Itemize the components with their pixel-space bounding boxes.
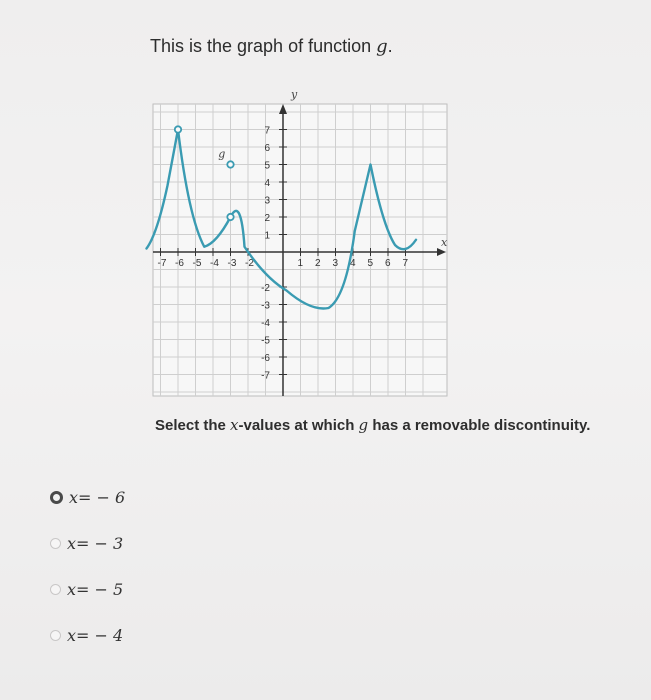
option-label: x= − 5: [67, 579, 124, 599]
x-tick-label: 4: [350, 258, 356, 269]
question-prompt: [155, 416, 590, 434]
open-point-hole: [175, 126, 181, 132]
prompt-function-name: g: [358, 416, 369, 434]
radio-button[interactable]: [50, 491, 63, 504]
x-tick-label: 3: [332, 258, 339, 269]
y-tick-label: -5: [261, 335, 270, 347]
x-tick-label: 6: [385, 258, 391, 269]
x-tick-label: 1: [297, 258, 304, 269]
y-tick-label: 7: [264, 125, 270, 137]
y-axis-label: y: [291, 88, 298, 101]
y-tick-label: -3: [261, 300, 270, 312]
y-tick-label: 5: [264, 160, 270, 172]
x-tick-label: -5: [192, 258, 202, 269]
x-tick-label: -4: [210, 258, 219, 269]
answer-option[interactable]: [50, 624, 250, 646]
y-tick-label: 1: [264, 230, 270, 242]
option-label: x= − 3: [67, 533, 124, 553]
open-point-hole: [227, 161, 233, 167]
open-point-hole: [227, 214, 233, 220]
title-prefix: This is the graph of function: [150, 36, 377, 56]
x-tick-label: 2: [315, 258, 321, 269]
prompt-variable: x: [230, 416, 239, 434]
x-tick-label: -3: [227, 258, 237, 269]
title-function-name: g: [376, 36, 388, 57]
prompt-prefix: Select the: [155, 417, 231, 434]
y-tick-label: -6: [261, 353, 270, 364]
option-label: x= − 4: [67, 625, 124, 645]
radio-button[interactable]: [50, 630, 61, 641]
prompt-middle: -values at which: [238, 417, 359, 434]
y-tick-label: -7: [261, 370, 270, 382]
x-axis-label: x: [441, 236, 448, 249]
radio-button[interactable]: [50, 584, 61, 595]
y-tick-label: 3: [264, 195, 270, 207]
answer-option[interactable]: [50, 532, 250, 554]
y-tick-label: -4: [261, 318, 270, 329]
y-tick-label: 4: [264, 178, 270, 189]
prompt-suffix: has a removable discontinuity.: [368, 417, 591, 434]
x-tick-label: -6: [175, 258, 184, 269]
x-tick-label: -7: [157, 258, 167, 269]
question-title: [150, 36, 393, 57]
y-tick-label: 6: [264, 143, 270, 154]
title-suffix: .: [387, 36, 393, 56]
x-tick-label: -2: [245, 258, 254, 269]
y-tick-label: 2: [264, 213, 270, 224]
answer-option[interactable]: [50, 578, 250, 600]
y-tick-label: -2: [261, 283, 270, 294]
option-label: x= − 6: [69, 487, 126, 507]
function-label: g: [218, 147, 226, 161]
graph-canvas: [145, 80, 455, 400]
x-tick-label: 7: [402, 258, 409, 269]
answer-option[interactable]: [50, 486, 250, 508]
radio-button[interactable]: [50, 538, 61, 549]
function-graph: [145, 80, 455, 400]
x-tick-label: 5: [367, 258, 374, 269]
answer-options: [50, 486, 250, 670]
